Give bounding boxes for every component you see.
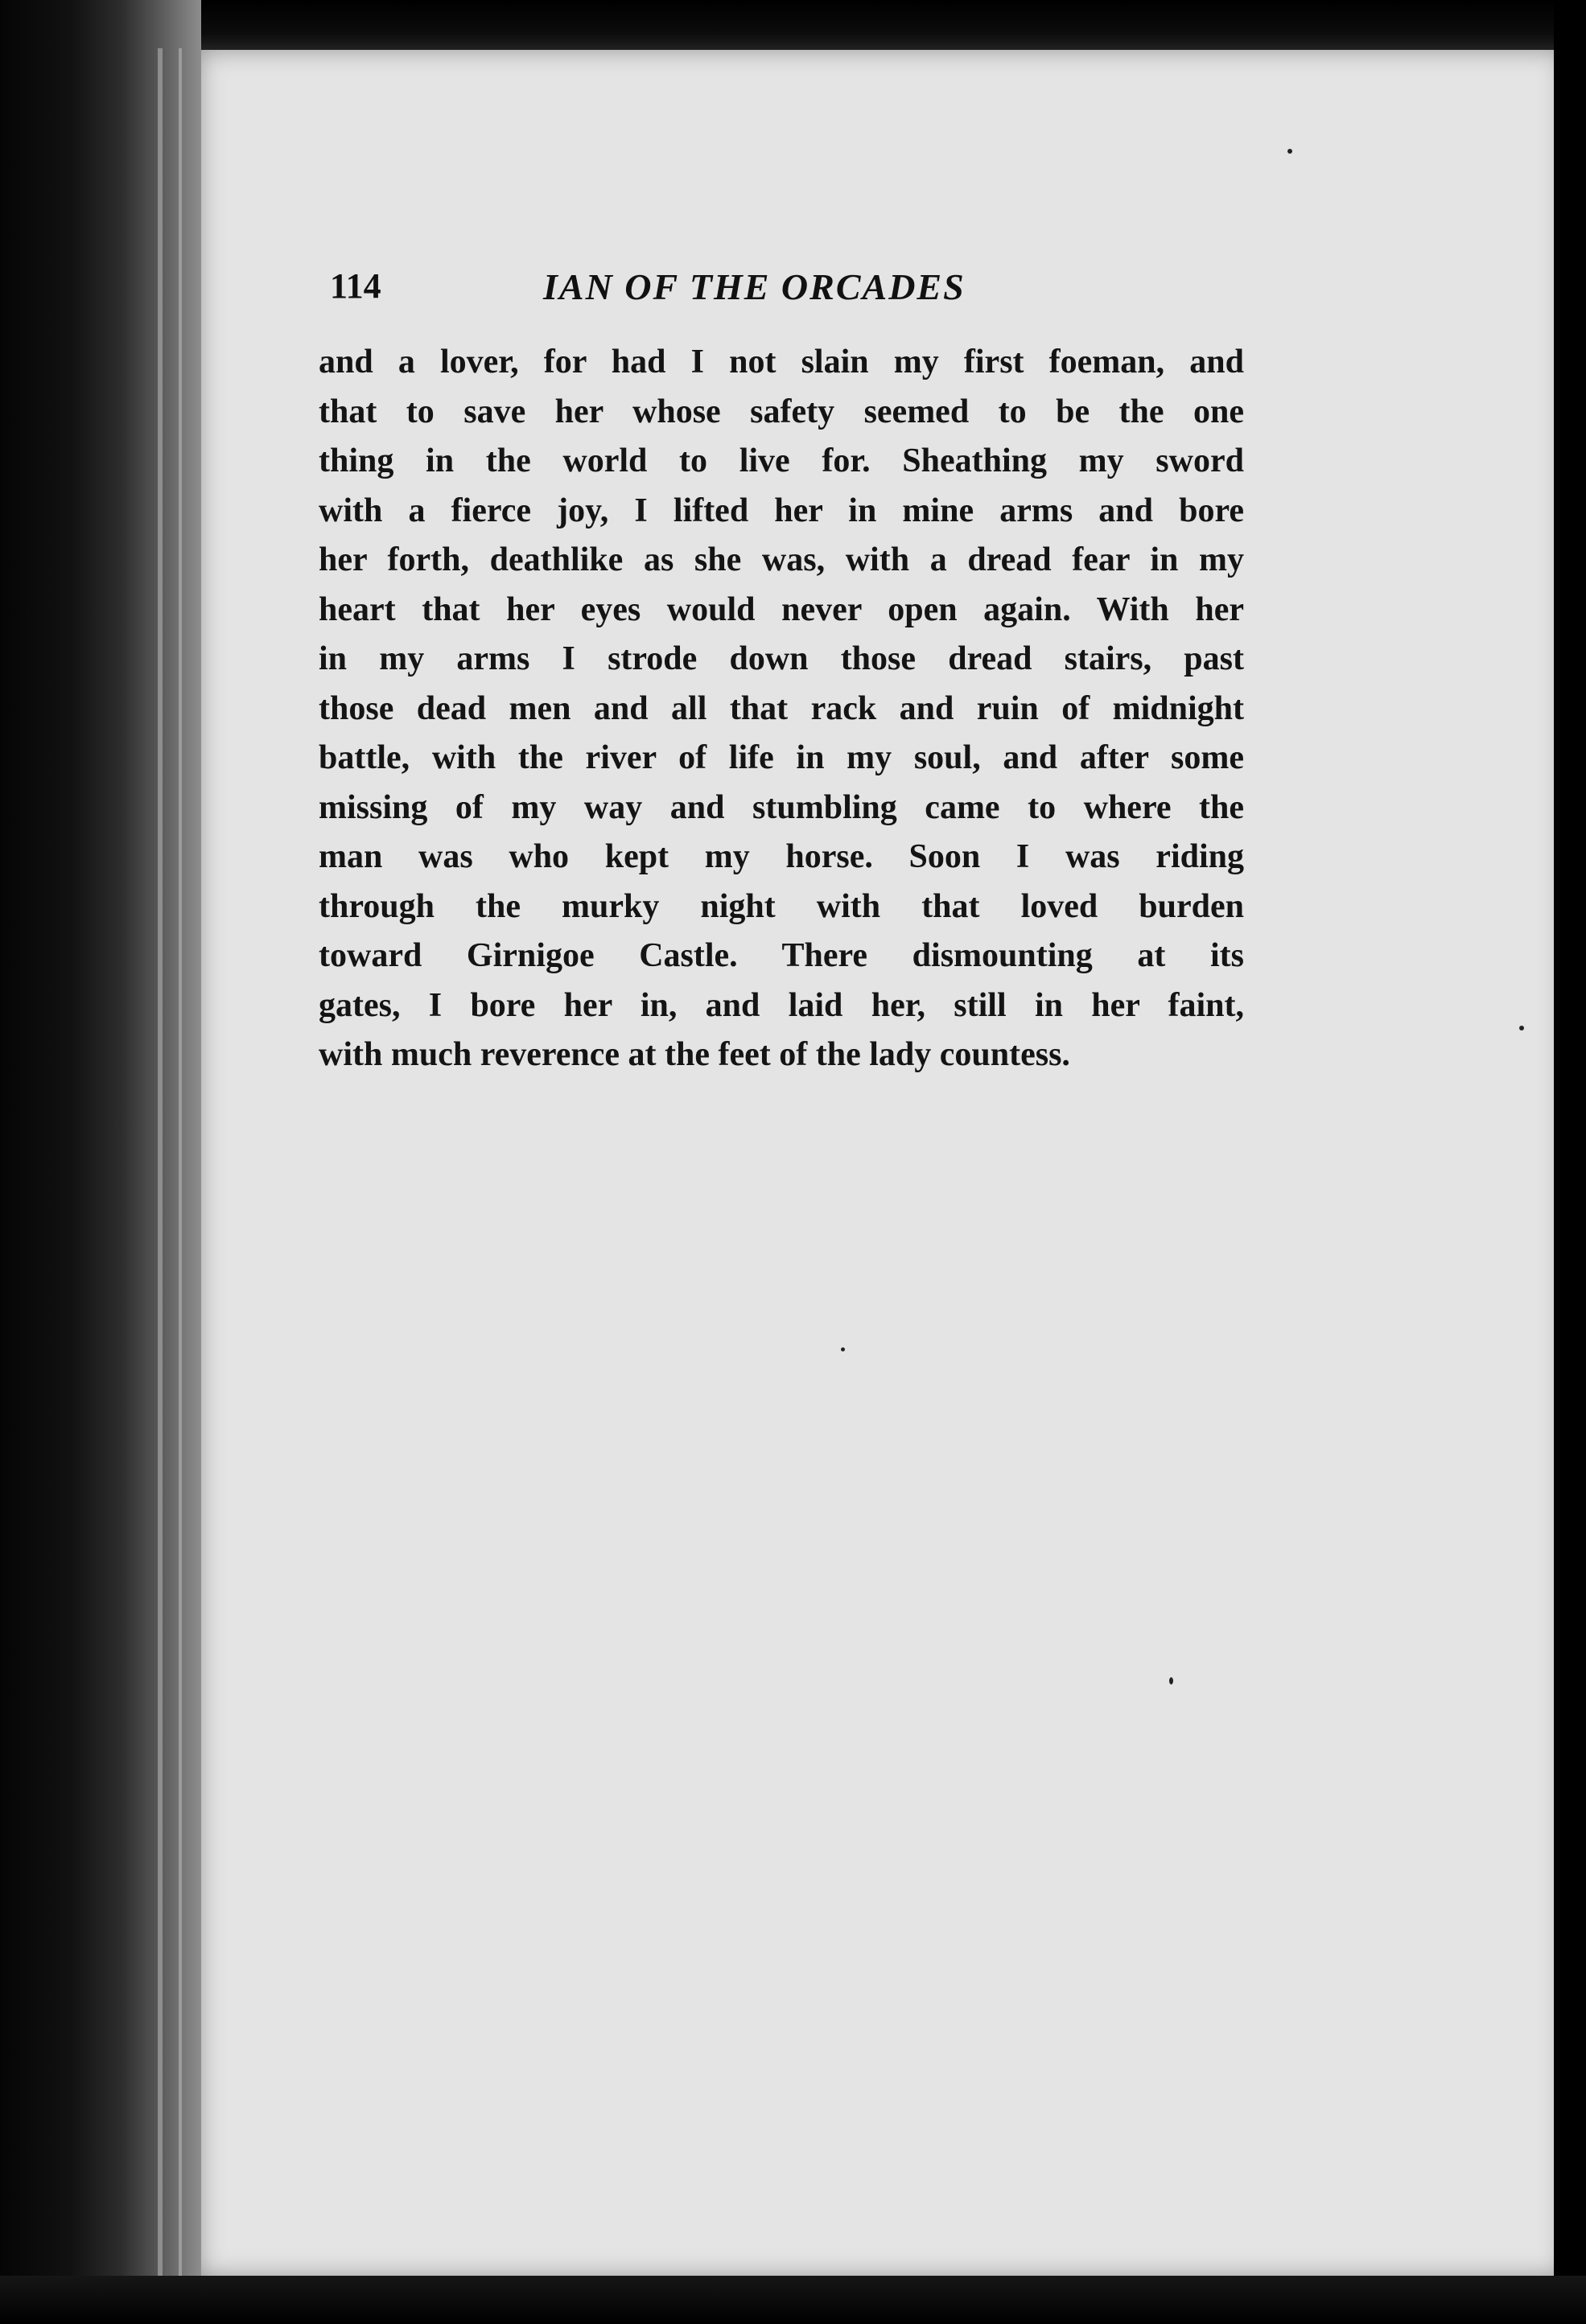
body-text [319,338,1244,1080]
text-line: her forth, deathlike as she was, with a dread fear in my [319,541,1244,578]
dust-speck [841,1347,845,1351]
text-line: and a lover, for had I not slain my first foeman, and [319,343,1244,380]
text-line: battle, with the river of life in my soul, and after some [319,739,1244,776]
text-line: in my arms I strode down those dread stairs, past [319,640,1244,677]
text-line: missing of my way and stumbling came to where the [319,788,1244,826]
text-line: that to save her whose safety seemed to be the one [319,393,1244,430]
text-line: toward Girnigoe Castle. There dismounting at its [319,937,1244,974]
binding-stripe [158,48,163,2276]
dust-speck [1519,1026,1524,1030]
text-line: gates, I bore her in, and laid her, still in her faint, [319,986,1244,1024]
dust-speck [1169,1677,1173,1684]
text-line: with much reverence at the feet of the lady countess. [319,1036,1070,1073]
running-title: IAN OF THE ORCADES [543,266,966,307]
scan-right-border [1554,0,1586,2324]
dust-speck [1287,149,1292,154]
text-line: through the murky night with that loved burden [319,887,1244,925]
binding-stripe [179,48,182,2276]
text-line: those dead men and all that rack and ruin of midnight [319,689,1244,727]
text-line: with a fierce joy, I lifted her in mine arms and bore [319,492,1244,529]
text-line: man was who kept my horse. Soon I was riding [319,838,1244,875]
page-number: 114 [330,266,381,306]
scan-top-border [0,0,1586,56]
text-line: thing in the world to live for. Sheathing my sword [319,442,1244,479]
text-line: heart that her eyes would never open again. With her [319,590,1244,628]
scan-bottom-border [0,2276,1586,2324]
book-binding [0,0,201,2324]
page-header [330,265,1231,322]
